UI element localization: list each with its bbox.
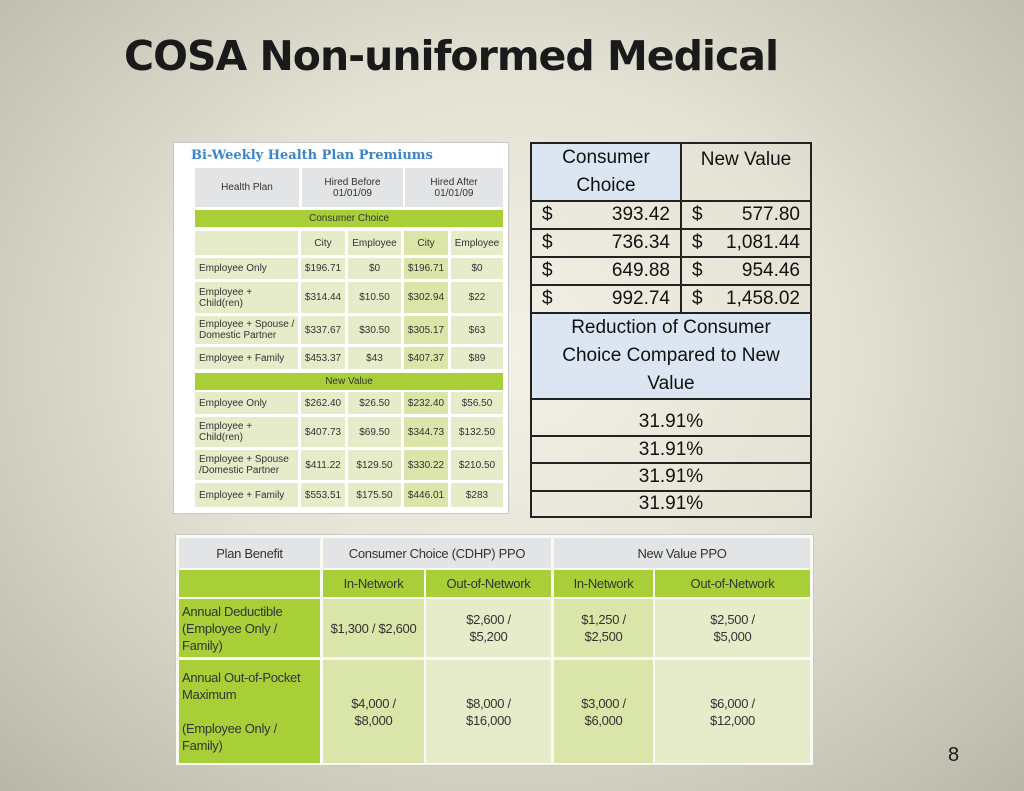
currency-symbol: $	[542, 288, 553, 309]
compare-col-consumer-choice: Consumer Choice	[532, 144, 682, 200]
plan-benefits-table	[175, 534, 814, 766]
benefits-sub-in-network: In-Network	[554, 570, 653, 597]
premiums-cell: $43	[348, 347, 401, 369]
benefits-sub-in-network: In-Network	[323, 570, 424, 597]
compare-cc-value: 992.74	[611, 288, 670, 309]
compare-reduction-value: 31.91%	[532, 462, 810, 490]
benefits-cell: $1,300 / $2,600	[323, 599, 424, 657]
premiums-cell: $262.40	[301, 392, 345, 414]
premiums-cell: $132.50	[451, 417, 503, 447]
premiums-row-label: Employee + Child(ren)	[195, 282, 298, 313]
premiums-row-label: Employee + Child(ren)	[195, 417, 298, 447]
benefits-cell: $3,000 / $6,000	[554, 660, 653, 763]
premiums-cell: $407.73	[301, 417, 345, 447]
compare-nv-value: 577.80	[741, 204, 800, 225]
currency-symbol: $	[542, 232, 553, 253]
premiums-cell: $196.71	[404, 258, 448, 279]
premiums-sub-employee: Employee	[348, 231, 401, 255]
benefits-cell: $6,000 / $12,000	[655, 660, 810, 763]
premiums-cell: $0	[451, 258, 503, 279]
premiums-cell: $63	[451, 316, 503, 344]
premiums-cell: $30.50	[348, 316, 401, 344]
premiums-col-health-plan: Health Plan	[195, 168, 299, 207]
premiums-sub-blank	[195, 231, 298, 255]
compare-reduction-header: Reduction of Consumer Choice Compared to New Value	[532, 312, 810, 398]
premiums-cell: $283	[451, 483, 503, 507]
premiums-title: Bi-Weekly Health Plan Premiums	[191, 148, 433, 163]
benefits-cell: $4,000 / $8,000	[323, 660, 424, 763]
compare-reduction-value: 31.91%	[532, 398, 810, 435]
premiums-cell: $69.50	[348, 417, 401, 447]
compare-cc-cell	[532, 228, 682, 256]
premiums-cell: $330.22	[404, 450, 448, 480]
premiums-section-consumer-choice: Consumer Choice	[195, 210, 503, 227]
premiums-col-hired-before: Hired Before 01/01/09	[302, 168, 403, 207]
premiums-cell: $26.50	[348, 392, 401, 414]
premiums-row-label: Employee + Family	[195, 347, 298, 369]
premiums-cell: $411.22	[301, 450, 345, 480]
compare-nv-cell	[682, 228, 810, 256]
benefits-col-new-value: New Value PPO	[554, 538, 810, 568]
premiums-sub-city: City	[301, 231, 345, 255]
currency-symbol: $	[542, 260, 553, 281]
compare-cc-cell	[532, 200, 682, 228]
compare-cc-value: 393.42	[611, 204, 670, 225]
benefits-cell: $2,600 / $5,200	[426, 599, 551, 657]
premiums-cell: $129.50	[348, 450, 401, 480]
compare-nv-value: 1,458.02	[726, 288, 800, 309]
benefits-row-label: Annual Out-of-Pocket Maximum (Employee Only / Family)	[179, 660, 320, 763]
benefits-cell: $1,250 / $2,500	[554, 599, 653, 657]
currency-symbol: $	[692, 232, 703, 253]
premiums-row-label: Employee + Spouse / Domestic Partner	[195, 316, 298, 344]
premiums-cell: $305.17	[404, 316, 448, 344]
premiums-cell: $553.51	[301, 483, 345, 507]
compare-nv-cell	[682, 284, 810, 312]
compare-nv-cell	[682, 256, 810, 284]
premiums-table	[173, 142, 509, 514]
premiums-cell: $232.40	[404, 392, 448, 414]
premiums-cell: $56.50	[451, 392, 503, 414]
compare-cc-value: 736.34	[611, 232, 670, 253]
compare-cc-cell	[532, 284, 682, 312]
premiums-cell: $446.01	[404, 483, 448, 507]
benefits-row-label: Annual Deductible (Employee Only / Family)	[179, 599, 320, 657]
compare-nv-cell	[682, 200, 810, 228]
comparison-table	[530, 142, 812, 518]
compare-cc-value: 649.88	[611, 260, 670, 281]
page-number: 8	[948, 744, 960, 766]
premiums-cell: $210.50	[451, 450, 503, 480]
benefits-cell: $2,500 / $5,000	[655, 599, 810, 657]
benefits-cell: $8,000 / $16,000	[426, 660, 551, 763]
premiums-row-label: Employee + Spouse /Domestic Partner	[195, 450, 298, 480]
premiums-row-label: Employee Only	[195, 258, 298, 279]
currency-symbol: $	[692, 204, 703, 225]
premiums-col-hired-after: Hired After 01/01/09	[405, 168, 503, 207]
benefits-sub-out-of-network: Out-of-Network	[655, 570, 810, 597]
compare-nv-value: 954.46	[741, 260, 800, 281]
benefits-sub-out-of-network: Out-of-Network	[426, 570, 551, 597]
premiums-cell: $22	[451, 282, 503, 313]
currency-symbol: $	[692, 288, 703, 309]
premiums-cell: $196.71	[301, 258, 345, 279]
benefits-col-plan-benefit: Plan Benefit	[179, 538, 320, 568]
premiums-row-label: Employee Only	[195, 392, 298, 414]
premiums-cell: $314.44	[301, 282, 345, 313]
currency-symbol: $	[692, 260, 703, 281]
premiums-cell: $10.50	[348, 282, 401, 313]
premiums-cell: $0	[348, 258, 401, 279]
compare-nv-value: 1,081.44	[726, 232, 800, 253]
premiums-cell: $89	[451, 347, 503, 369]
benefits-col-consumer-choice: Consumer Choice (CDHP) PPO	[323, 538, 551, 568]
premiums-cell: $407.37	[404, 347, 448, 369]
premiums-cell: $302.94	[404, 282, 448, 313]
premiums-section-new-value: New Value	[195, 373, 503, 390]
premiums-row-label: Employee + Family	[195, 483, 298, 507]
premiums-cell: $453.37	[301, 347, 345, 369]
premiums-cell: $175.50	[348, 483, 401, 507]
premiums-sub-city: City	[404, 231, 448, 255]
premiums-cell: $344.73	[404, 417, 448, 447]
currency-symbol: $	[542, 204, 553, 225]
compare-cc-cell	[532, 256, 682, 284]
compare-reduction-value: 31.91%	[532, 435, 810, 462]
premiums-sub-employee: Employee	[451, 231, 503, 255]
slide-title: COSA Non-uniformed Medical	[124, 32, 779, 80]
compare-reduction-value: 31.91%	[532, 490, 810, 516]
compare-col-new-value: New Value	[700, 149, 792, 170]
premiums-cell: $337.67	[301, 316, 345, 344]
benefits-sub-blank	[179, 570, 320, 597]
